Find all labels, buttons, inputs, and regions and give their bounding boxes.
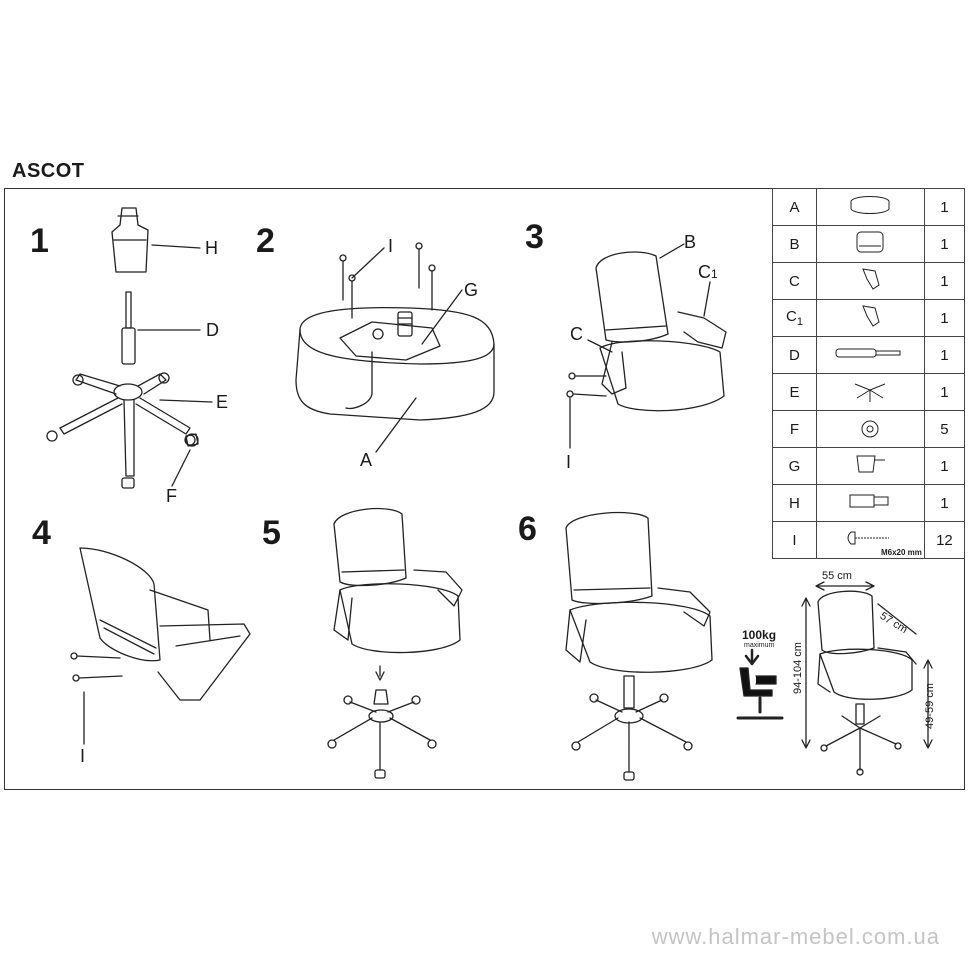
part-quantity: 1 (924, 226, 964, 263)
parts-row (773, 189, 965, 226)
parts-row (773, 448, 965, 485)
step-number-5: 5 (262, 514, 281, 552)
caster-icon (845, 428, 895, 445)
callout-G: G (464, 280, 479, 300)
dimension-diagram (802, 582, 932, 775)
gas-lift-drawing (122, 292, 135, 364)
callout-E: E (216, 392, 229, 412)
gas-lift-cover-drawing (112, 208, 148, 272)
step-number-6: 6 (518, 510, 537, 548)
callout-F: F (166, 486, 177, 506)
callout-C1: C1 (698, 262, 718, 282)
parts-row (773, 411, 965, 448)
screw-spec: M6x20 mm (880, 548, 922, 557)
part-letter: D (773, 337, 817, 374)
gas-lift-cover-icon (840, 502, 900, 519)
part-letter: B (773, 226, 817, 263)
step4-illustration (71, 548, 250, 744)
callout-B: B (684, 232, 697, 252)
callout-A: A (360, 450, 373, 470)
parts-row (773, 300, 965, 337)
part-letter: F (773, 411, 817, 448)
part-quantity: 1 (924, 448, 964, 485)
step-number-4: 4 (32, 514, 51, 552)
step1-illustration (47, 208, 212, 488)
parts-table (772, 188, 965, 559)
part-letter: G (773, 448, 817, 485)
step5-illustration (328, 509, 462, 778)
part-quantity: 1 (924, 300, 964, 337)
part-letter: $C_1$ (773, 300, 817, 337)
armrest-icon (845, 280, 895, 297)
step-number-1: 1 (30, 222, 49, 260)
dimension-width: 55 cm (822, 570, 852, 582)
parts-row (773, 522, 965, 559)
parts-row (773, 263, 965, 300)
armrest-icon (845, 317, 895, 334)
part-quantity: 12 (924, 522, 964, 559)
part-quantity: 1 (924, 189, 964, 226)
part-quantity: 5 (924, 411, 964, 448)
parts-row (773, 374, 965, 411)
part-letter: C (773, 263, 817, 300)
step2-illustration (296, 243, 494, 452)
dimension-height: 94-104 cm (792, 642, 804, 694)
callout-I-step4: I (80, 746, 86, 766)
part-letter: H (773, 485, 817, 522)
callout-C: C (570, 324, 583, 344)
part-quantity: 1 (924, 485, 964, 522)
part-letter: A (773, 189, 817, 226)
callout-D: D (206, 320, 219, 340)
part-letter: E (773, 374, 817, 411)
dimension-seat-height: 49-59 cm (924, 683, 936, 729)
callout-I-step3: I (566, 452, 572, 472)
backrest-icon (845, 243, 895, 260)
star-base-icon (845, 391, 895, 408)
step-number-2: 2 (256, 222, 275, 260)
load-capacity: 100kg (742, 628, 777, 642)
step6-illustration (566, 513, 712, 780)
mechanism-icon (845, 465, 895, 482)
part-quantity: 1 (924, 374, 964, 411)
gas-lift-icon (830, 354, 910, 371)
callout-H: H (205, 238, 218, 258)
part-quantity: 1 (924, 263, 964, 300)
load-caption: maximum (744, 642, 775, 649)
seat-icon (845, 206, 895, 223)
website-watermark: www.halmar-mebel.com.ua (651, 924, 940, 949)
parts-row (773, 337, 965, 374)
step-number-3: 3 (525, 218, 544, 256)
part-letter: I (773, 522, 817, 559)
dimension-depth: 57 cm (877, 610, 910, 637)
parts-row (773, 485, 965, 522)
product-title: ASCOT (12, 160, 85, 182)
load-pictogram (738, 650, 782, 718)
callout-I-step2: I (388, 236, 394, 256)
part-quantity: 1 (924, 337, 964, 374)
parts-row (773, 226, 965, 263)
star-base-drawing (47, 373, 195, 488)
